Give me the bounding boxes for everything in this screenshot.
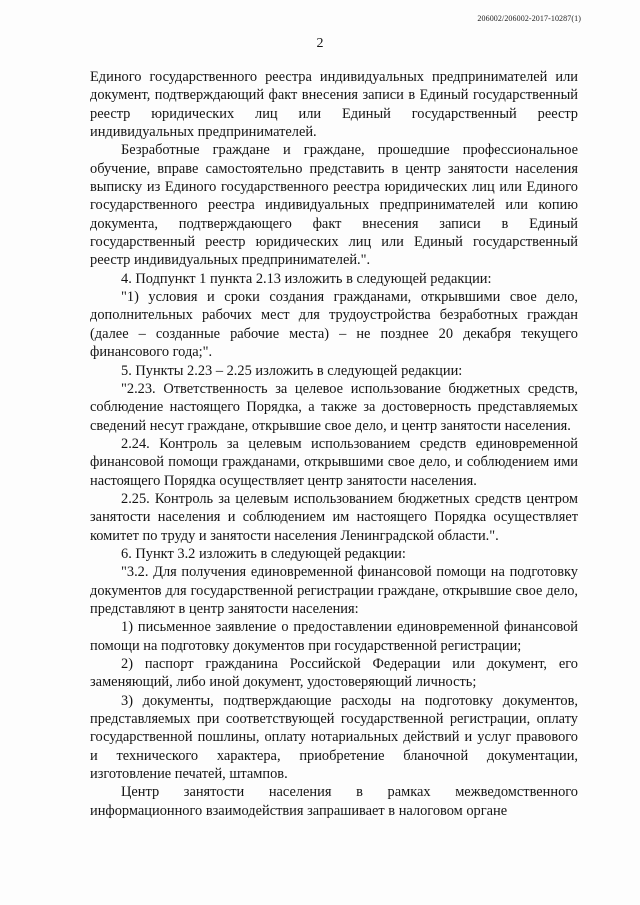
paragraph: Единого государственного реестра индивидуальных предпринимателей или документ, подтверждающий факт внесения записи в Единый государственный реестр юридических лиц или Единый государственный реестр индивидуальных предпринимателей. — [90, 69, 578, 141]
paragraph: 2.25. Контроль за целевым использованием бюджетных средств центром занятости населения и соблюдением им настоящего Порядка осуществляет комитет по труду и занятости населения Ленинградской области.". — [90, 490, 578, 544]
paragraph: 5. Пункты 2.23 – 2.25 изложить в следующей редакции: — [121, 362, 463, 379]
paragraph: 3) документы, подтверждающие расходы на подготовку документов, представляемых при соответствующей государственной регистрации, оплату государственной пошлины, оплату нотариальных действий и услуг правового и технического характера, приобретение бланочной документации, изготовление печатей, штампов. — [90, 692, 578, 783]
paragraph: Безработные граждане и граждане, прошедшие профессиональное обучение, вправе самостоятельно представить в центр занятости населения выписку из Единого государственного реестра юридических лиц или Единого государственного реестра индивидуальных предпринимателей или копию документа, подтверждающего факт внесения записи в Единый государственный реестр юридических лиц или Единый государственный реестр индивидуальных предпринимателей.". — [90, 142, 578, 269]
paragraph: 1) письменное заявление о предоставлении единовременной финансовой помощи на подготовку документов при государственной регистрации; — [90, 619, 578, 654]
paragraph: Центр занятости населения в рамках межведомственного информационного взаимодействия запрашивает в налоговом органе — [90, 784, 578, 819]
document-body — [90, 68, 578, 820]
page-number: 2 — [316, 36, 324, 51]
paragraph: 2) паспорт гражданина Российской Федерации или документ, его заменяющий, либо иной документ, удостоверяющий личность; — [90, 656, 578, 691]
document-id: 206002/206002-2017-10287(1) — [477, 14, 581, 23]
paragraph: "3.2. Для получения единовременной финансовой помощи на подготовку документов для государственной регистрации граждане, открывшие свое дело, представляют в центр занятости населения: — [90, 564, 578, 617]
paragraph: 4. Подпункт 1 пункта 2.13 изложить в следующей редакции: — [121, 270, 492, 287]
paragraph: "2.23. Ответственность за целевое использование бюджетных средств, соблюдение настоящего Порядка, а также за достоверность представляемых сведений несут граждане, открывшие свое дело, и центр занятости населения. — [90, 380, 578, 434]
paragraph: "1) условия и сроки создания гражданами, открывшими свое дело, дополнительных рабочих мест для трудоустройства безработных граждан (далее – созданные рабочие места) – не позднее 20 декабря текущего финансового года;". — [90, 289, 578, 361]
paragraph: 2.24. Контроль за целевым использованием средств единовременной финансовой помощи гражданами, открывшими свое дело, и соблюдением ими настоящего Порядка осуществляет центр занятости населения. — [90, 435, 578, 489]
paragraph: 6. Пункт 3.2 изложить в следующей редакции: — [121, 545, 406, 562]
